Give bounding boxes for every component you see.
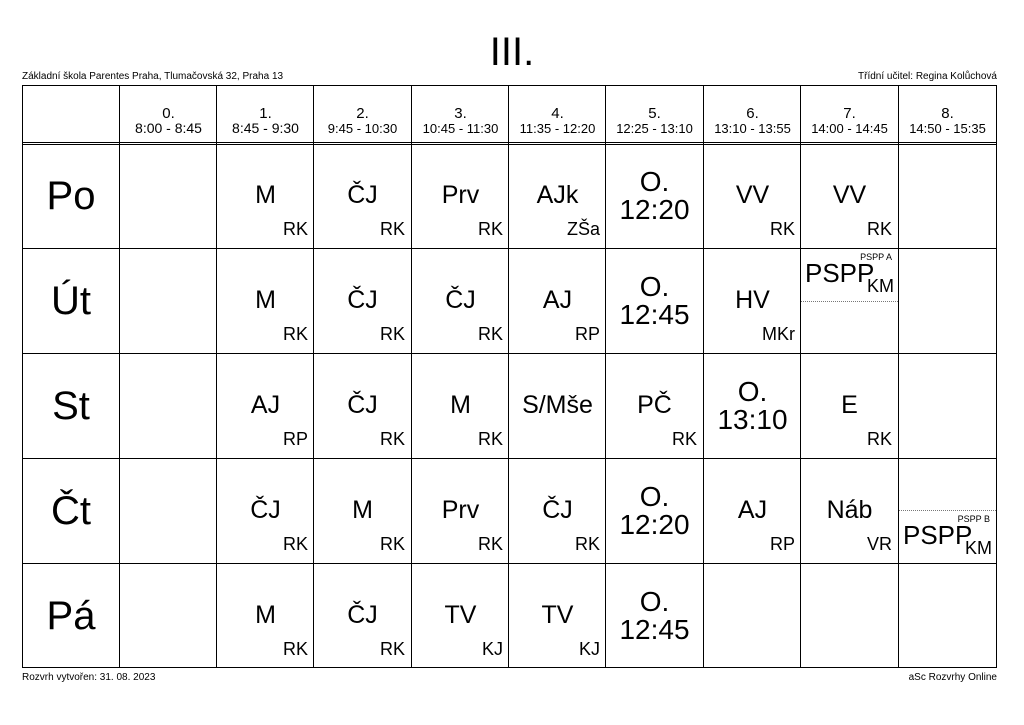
lesson-subject: E [841,391,858,419]
lesson-cell [314,144,411,248]
group-lesson-cell [801,249,898,301]
lesson-subject: VV [832,181,867,209]
lesson-subject: ČJ [542,496,573,524]
lunch-time: 12:45 [619,299,690,330]
lesson-teacher: RK [671,429,697,449]
period-header-4 [509,106,606,136]
period-number: 8. [941,105,954,122]
lesson-cell [217,144,314,248]
lesson-teacher: KJ [578,639,600,659]
lesson-teacher: RK [282,534,308,554]
period-number: 3. [454,105,467,122]
lesson-cell [412,249,509,353]
lunch-label: O. [639,481,670,512]
lesson-subject: ČJ [445,286,476,314]
lesson-cell [801,459,898,563]
lesson-subject: AJ [250,391,281,419]
class-teacher: Třídní učitel: Regina Kolůchová [858,71,997,82]
lesson-subject: PSPP [805,258,875,288]
lesson-teacher: RP [282,429,308,449]
lunch-label: O. [639,166,670,197]
period-number: 1. [259,105,272,122]
period-time: 8:00 - 8:45 [135,120,202,136]
lesson-subject: AJ [737,496,768,524]
day-label-ct: Čt [51,488,91,533]
class-title: III. [489,30,535,74]
lesson-cell [509,564,606,668]
lesson-subject: ČJ [347,286,378,314]
period-header-5 [606,106,703,136]
generator-credit: aSc Rozvrhy Online [908,672,997,683]
period-time: 9:45 - 10:30 [327,121,398,136]
day-label-po: Po [46,173,96,218]
lesson-subject: M [352,496,373,524]
lesson-teacher: RK [379,219,405,239]
lesson-teacher: ZŠa [566,219,600,239]
timetable-grid [22,85,997,668]
lesson-cell [412,144,509,248]
period-time: 11:35 - 12:20 [519,121,596,136]
period-time: 14:50 - 15:35 [909,121,986,136]
period-header-0 [120,106,217,136]
lunch-cell [606,144,703,248]
period-header-8 [899,106,996,136]
period-header-1 [217,106,314,136]
lesson-cell [704,249,801,353]
lunch-cell [606,249,703,353]
lesson-subject: HV [735,286,770,314]
lesson-subject: Prv [441,181,480,209]
lesson-teacher: RK [477,534,503,554]
lesson-subject: M [255,601,276,629]
period-time: 13:10 - 13:55 [714,121,791,136]
lunch-time: 12:20 [619,194,690,225]
lesson-subject: TV [541,601,574,629]
period-number: 2. [356,105,369,122]
lunch-label: O. [639,586,670,617]
period-time: 10:45 - 11:30 [422,121,499,136]
lunch-label: O. [737,376,768,407]
lesson-subject: PČ [637,391,672,419]
lesson-cell [314,354,411,458]
period-time: 12:25 - 13:10 [616,121,693,136]
lesson-subject: ČJ [347,601,378,629]
lesson-cell [509,249,606,353]
period-time: 14:00 - 14:45 [811,121,888,136]
lesson-cell [412,564,509,668]
lesson-teacher: KM [965,538,992,558]
lesson-teacher: RK [379,534,405,554]
lesson-teacher: RK [866,429,892,449]
created-date: Rozvrh vytvořen: 31. 08. 2023 [22,672,156,683]
period-number: 6. [746,105,759,122]
lesson-cell [606,354,703,458]
lunch-time: 12:45 [619,614,690,645]
lesson-cell [217,564,314,668]
group-label: PSPP A [860,252,892,262]
group-label: PSPP B [957,514,990,524]
lesson-cell [412,459,509,563]
lesson-cell [314,249,411,353]
group-lesson-cell [899,511,996,563]
lesson-teacher: RK [379,324,405,344]
lunch-cell [704,354,801,458]
period-number: 0. [162,105,175,122]
lesson-teacher: RK [866,219,892,239]
lesson-cell [801,144,898,248]
period-number: 7. [843,105,856,122]
lunch-cell [606,564,703,668]
lesson-teacher: RP [769,534,795,554]
lesson-teacher: RK [769,219,795,239]
lesson-cell [217,354,314,458]
lesson-subject: AJ [542,286,573,314]
lesson-teacher: RK [282,324,308,344]
period-header-2 [314,106,411,136]
day-label-st: St [52,383,90,428]
lunch-time: 13:10 [717,404,788,435]
lesson-teacher: RK [477,219,503,239]
period-header-6 [704,106,801,136]
lesson-subject: ČJ [347,181,378,209]
day-label-ut: Út [51,278,91,323]
lesson-teacher: RK [379,429,405,449]
lesson-cell [509,354,606,458]
lesson-cell [217,459,314,563]
lesson-teacher: RP [574,324,600,344]
lesson-subject: AJk [536,181,579,209]
lesson-subject: M [450,391,471,419]
period-header-7 [801,106,898,136]
lesson-teacher: RK [477,429,503,449]
lesson-subject: S/Mše [522,391,593,419]
lesson-teacher: KJ [481,639,503,659]
period-header-3 [412,106,509,136]
lunch-label: O. [639,271,670,302]
lesson-subject: PSPP [903,520,973,550]
period-number: 5. [648,105,661,122]
lesson-teacher: RK [282,219,308,239]
lunch-cell [606,459,703,563]
lesson-subject: M [255,286,276,314]
lesson-subject: Náb [826,496,873,524]
lesson-teacher: KM [867,276,894,296]
lesson-subject: ČJ [347,391,378,419]
lesson-cell [801,354,898,458]
lesson-subject: ČJ [250,496,281,524]
day-label-pa: Pá [46,593,96,638]
lesson-teacher: VR [866,534,892,554]
lunch-time: 12:20 [619,509,690,540]
lesson-cell [314,564,411,668]
lesson-cell [704,459,801,563]
lesson-subject: TV [444,601,477,629]
lesson-teacher: RK [282,639,308,659]
period-time: 8:45 - 9:30 [232,120,299,136]
lesson-cell [704,144,801,248]
lesson-subject: VV [735,181,770,209]
lesson-teacher: RK [379,639,405,659]
lesson-cell [509,144,606,248]
lesson-cell [509,459,606,563]
school-name: Základní škola Parentes Praha, Tlumačovská 32, Praha 13 [22,71,284,82]
lesson-cell [412,354,509,458]
lesson-teacher: MKr [762,324,795,344]
period-number: 4. [551,105,564,122]
lesson-cell [217,249,314,353]
lesson-teacher: RK [477,324,503,344]
lesson-subject: Prv [441,496,480,524]
lesson-teacher: RK [574,534,600,554]
lesson-subject: M [255,181,276,209]
lesson-cell [314,459,411,563]
